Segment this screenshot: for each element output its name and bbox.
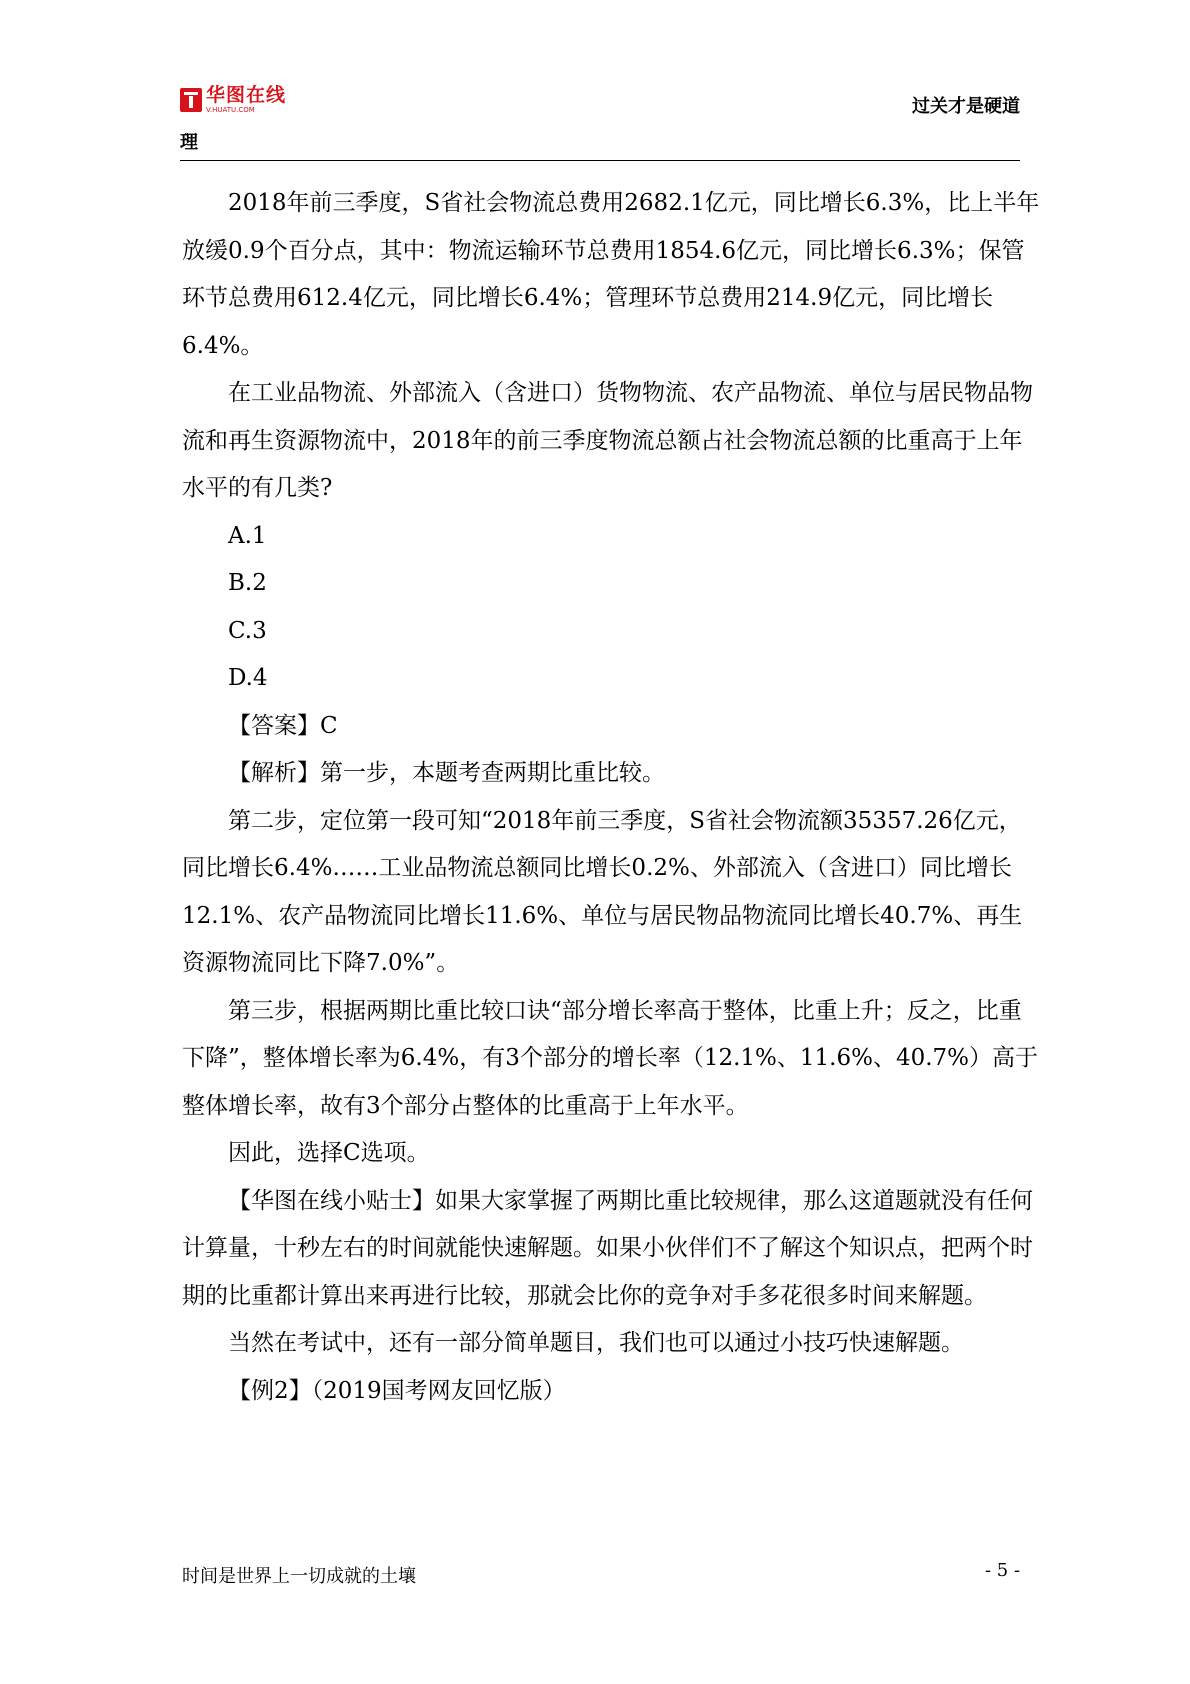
document-body	[182, 180, 1040, 1415]
answer-line: 【答案】C	[228, 712, 338, 739]
option-c: C.3	[228, 617, 267, 644]
page-header	[180, 82, 1020, 162]
logo-name: 华图在线	[206, 84, 287, 106]
example-heading: 【例2】（2019国考网友回忆版）	[228, 1377, 566, 1404]
conclusion-line: 因此，选择C选项。	[228, 1140, 430, 1166]
analysis-step-1: 【解析】第一步，本题考查两期比重比较。	[228, 760, 665, 786]
passage-paragraph: 2018年前三季度，S省社会物流总费用2682.1亿元，同比增长6.3%，比上半年放缓0.9个百分点，其中：物流运输环节总费用1854.6亿元，同比增长6.3%；保管环节总费用612.4亿元，同比增长6.4%；管理环节总费用214.9亿元，同比增长6.4%。	[182, 190, 1040, 359]
analysis-step-2: 第二步，定位第一段可知“2018年前三季度，S省社会物流额35357.26亿元，同比增长6.4%……工业品物流总额同比增长0.2%、外部流入（含进口）同比增长12.1%、农产品物流同比增长11.6%、单位与居民物品物流同比增长40.7%、再生资源物流同比下降7.0%”。	[182, 807, 1023, 976]
header-slogan-tail: 理	[180, 132, 198, 153]
logo-url: V.HUATU.COM	[206, 106, 255, 114]
header-divider	[180, 160, 1020, 161]
question-text: 在工业品物流、外部流入（含进口）货物物流、农产品物流、单位与居民物品物流和再生资源物流中，2018年的前三季度物流总额占社会物流总额的比重高于上年水平的有几类?	[182, 380, 1033, 501]
footer-motto: 时间是世界上一切成就的土壤	[182, 1566, 416, 1587]
option-a: A.1	[228, 522, 267, 549]
analysis-step-3: 第三步，根据两期比重比较口诀“部分增长率高于整体，比重上升；反之，比重下降”，整体增长率为6.4%，有3个部分的增长率（12.1%、11.6%、40.7%）高于整体增长率，故有3个部分占整体的比重高于上年水平。	[182, 997, 1039, 1119]
header-slogan: 过关才是硬道	[912, 96, 1020, 117]
note-paragraph: 当然在考试中，还有一部分简单题目，我们也可以通过小技巧快速解题。	[228, 1330, 964, 1356]
tip-paragraph: 【华图在线小贴士】如果大家掌握了两期比重比较规律，那么这道题就没有任何计算量，十秒左右的时间就能快速解题。如果小伙伴们不了解这个知识点，把两个时期的比重都计算出来再进行比较，那就会比你的竞争对手多花很多时间来解题。	[182, 1187, 1033, 1309]
page-number: - 5 -	[985, 1560, 1021, 1581]
option-b: B.2	[228, 570, 267, 596]
option-d: D.4	[228, 665, 268, 691]
huatu-logo	[180, 86, 286, 114]
huatu-logo-icon	[180, 88, 202, 112]
